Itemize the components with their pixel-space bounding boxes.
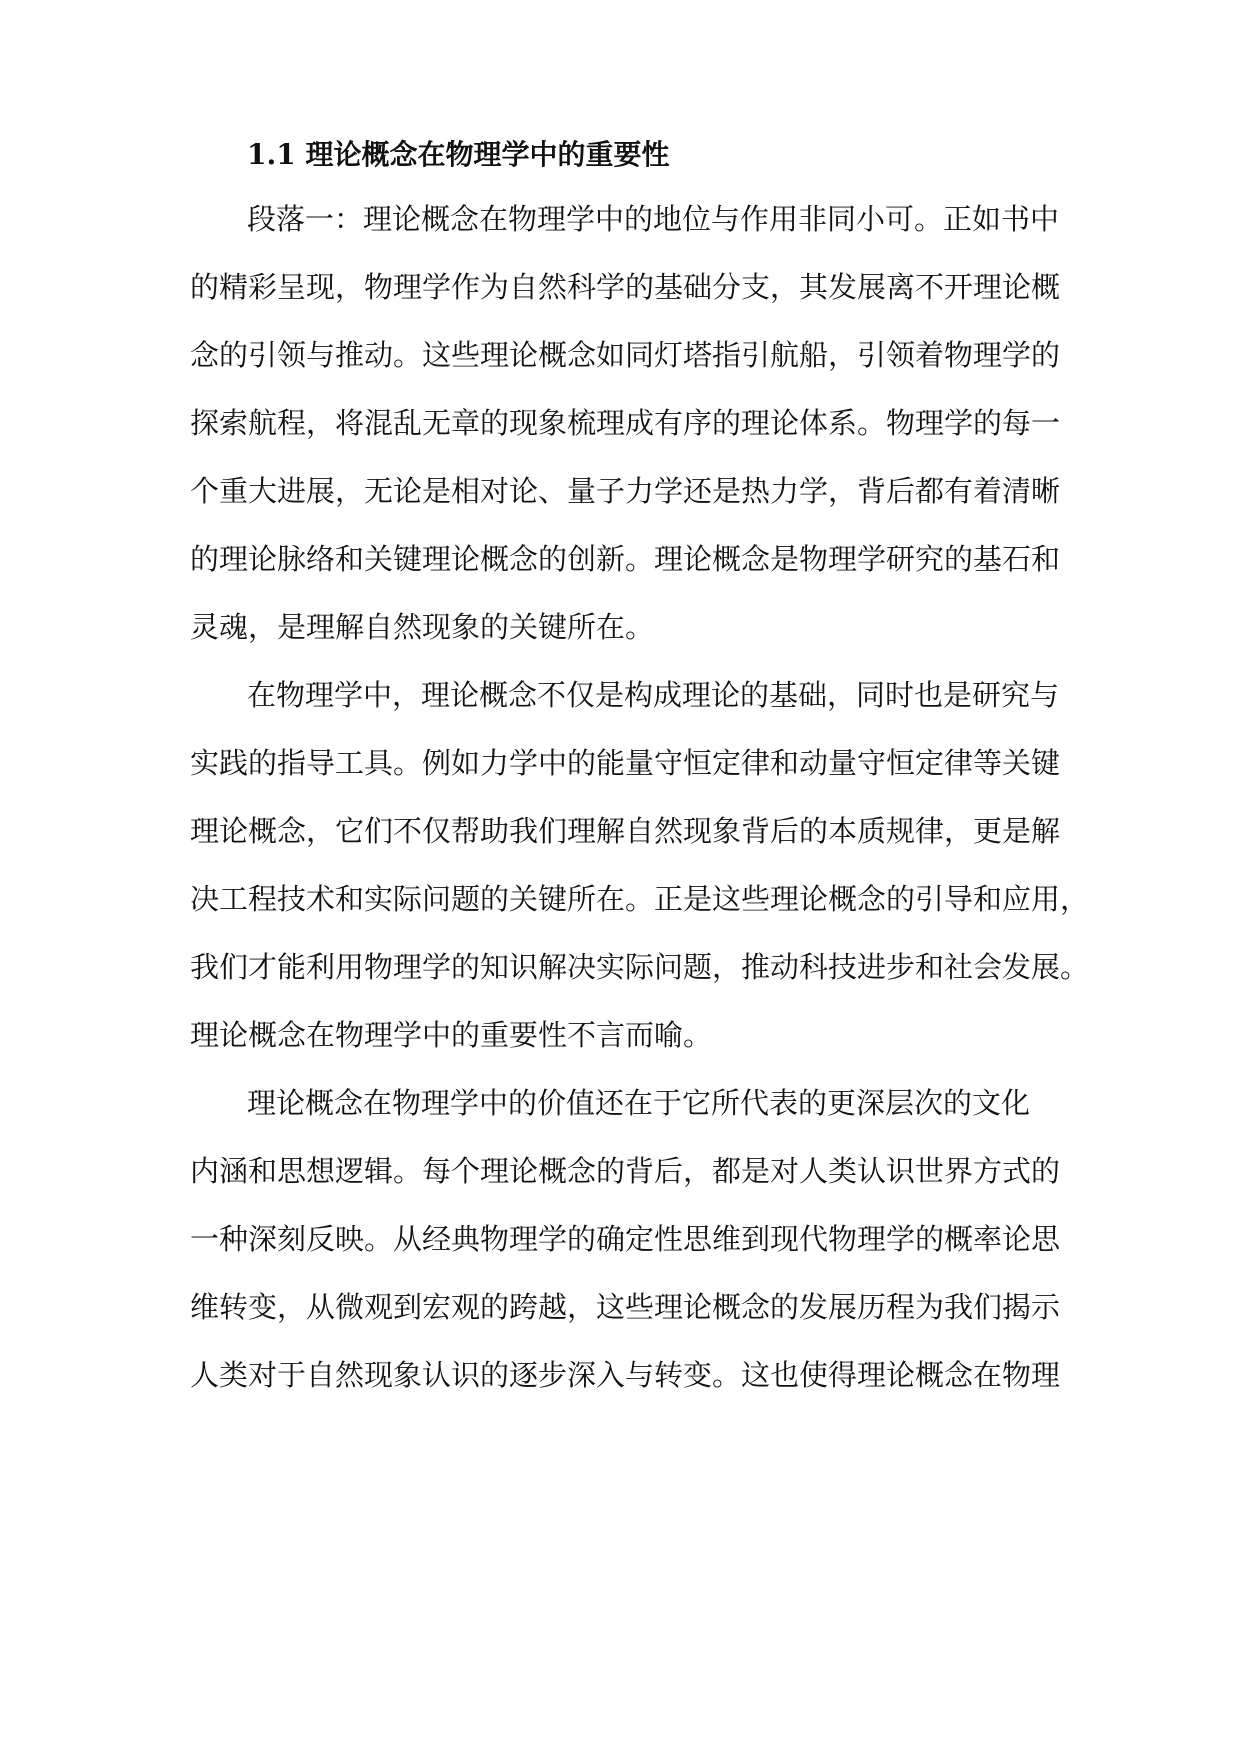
paragraph-1-line-6: 的理论脉络和关键理论概念的创新。理论概念是物理学研究的基石和	[190, 542, 1061, 576]
paragraph-2-line-5: 我们才能利用物理学的知识解决实际问题，推动科技进步和社会发展。	[190, 950, 1090, 984]
paragraph-3-line-3: 一种深刻反映。从经典物理学的确定性思维到现代物理学的概率论思	[190, 1222, 1061, 1256]
section-heading: 1.1 理论概念在物理学中的重要性	[247, 138, 670, 171]
paragraph-2-line-4: 决工程技术和实际问题的关键所在。正是这些理论概念的引导和应用，	[190, 882, 1090, 916]
paragraph-3-line-2: 内涵和思想逻辑。每个理论概念的背后，都是对人类认识世界方式的	[190, 1154, 1061, 1188]
paragraph-1-line-5: 个重大进展，无论是相对论、量子力学还是热力学，背后都有着清晰	[190, 474, 1061, 508]
paragraph-3-line-1: 理论概念在物理学中的价值还在于它所代表的更深层次的文化	[247, 1086, 1031, 1120]
paragraph-2-line-6: 理论概念在物理学中的重要性不言而喻。	[190, 1018, 713, 1052]
paragraph-1-line-4: 探索航程，将混乱无章的现象梳理成有序的理论体系。物理学的每一	[190, 406, 1061, 440]
paragraph-3-line-4: 维转变，从微观到宏观的跨越，这些理论概念的发展历程为我们揭示	[190, 1290, 1061, 1324]
paragraph-1-line-3: 念的引领与推动。这些理论概念如同灯塔指引航船，引领着物理学的	[190, 338, 1061, 372]
paragraph-1-line-7: 灵魂，是理解自然现象的关键所在。	[190, 610, 655, 644]
paragraph-2-line-1: 在物理学中，理论概念不仅是构成理论的基础，同时也是研究与	[247, 678, 1060, 712]
paragraph-2-line-2: 实践的指导工具。例如力学中的能量守恒定律和动量守恒定律等关键	[190, 746, 1061, 780]
paragraph-1-line-1: 段落一：理论概念在物理学中的地位与作用非同小可。正如书中	[247, 202, 1060, 236]
paragraph-3-line-5: 人类对于自然现象认识的逐步深入与转变。这也使得理论概念在物理	[190, 1358, 1061, 1392]
paragraph-2-line-3: 理论概念，它们不仅帮助我们理解自然现象背后的本质规律，更是解	[190, 814, 1061, 848]
paragraph-1-line-2: 的精彩呈现，物理学作为自然科学的基础分支，其发展离不开理论概	[190, 270, 1061, 304]
